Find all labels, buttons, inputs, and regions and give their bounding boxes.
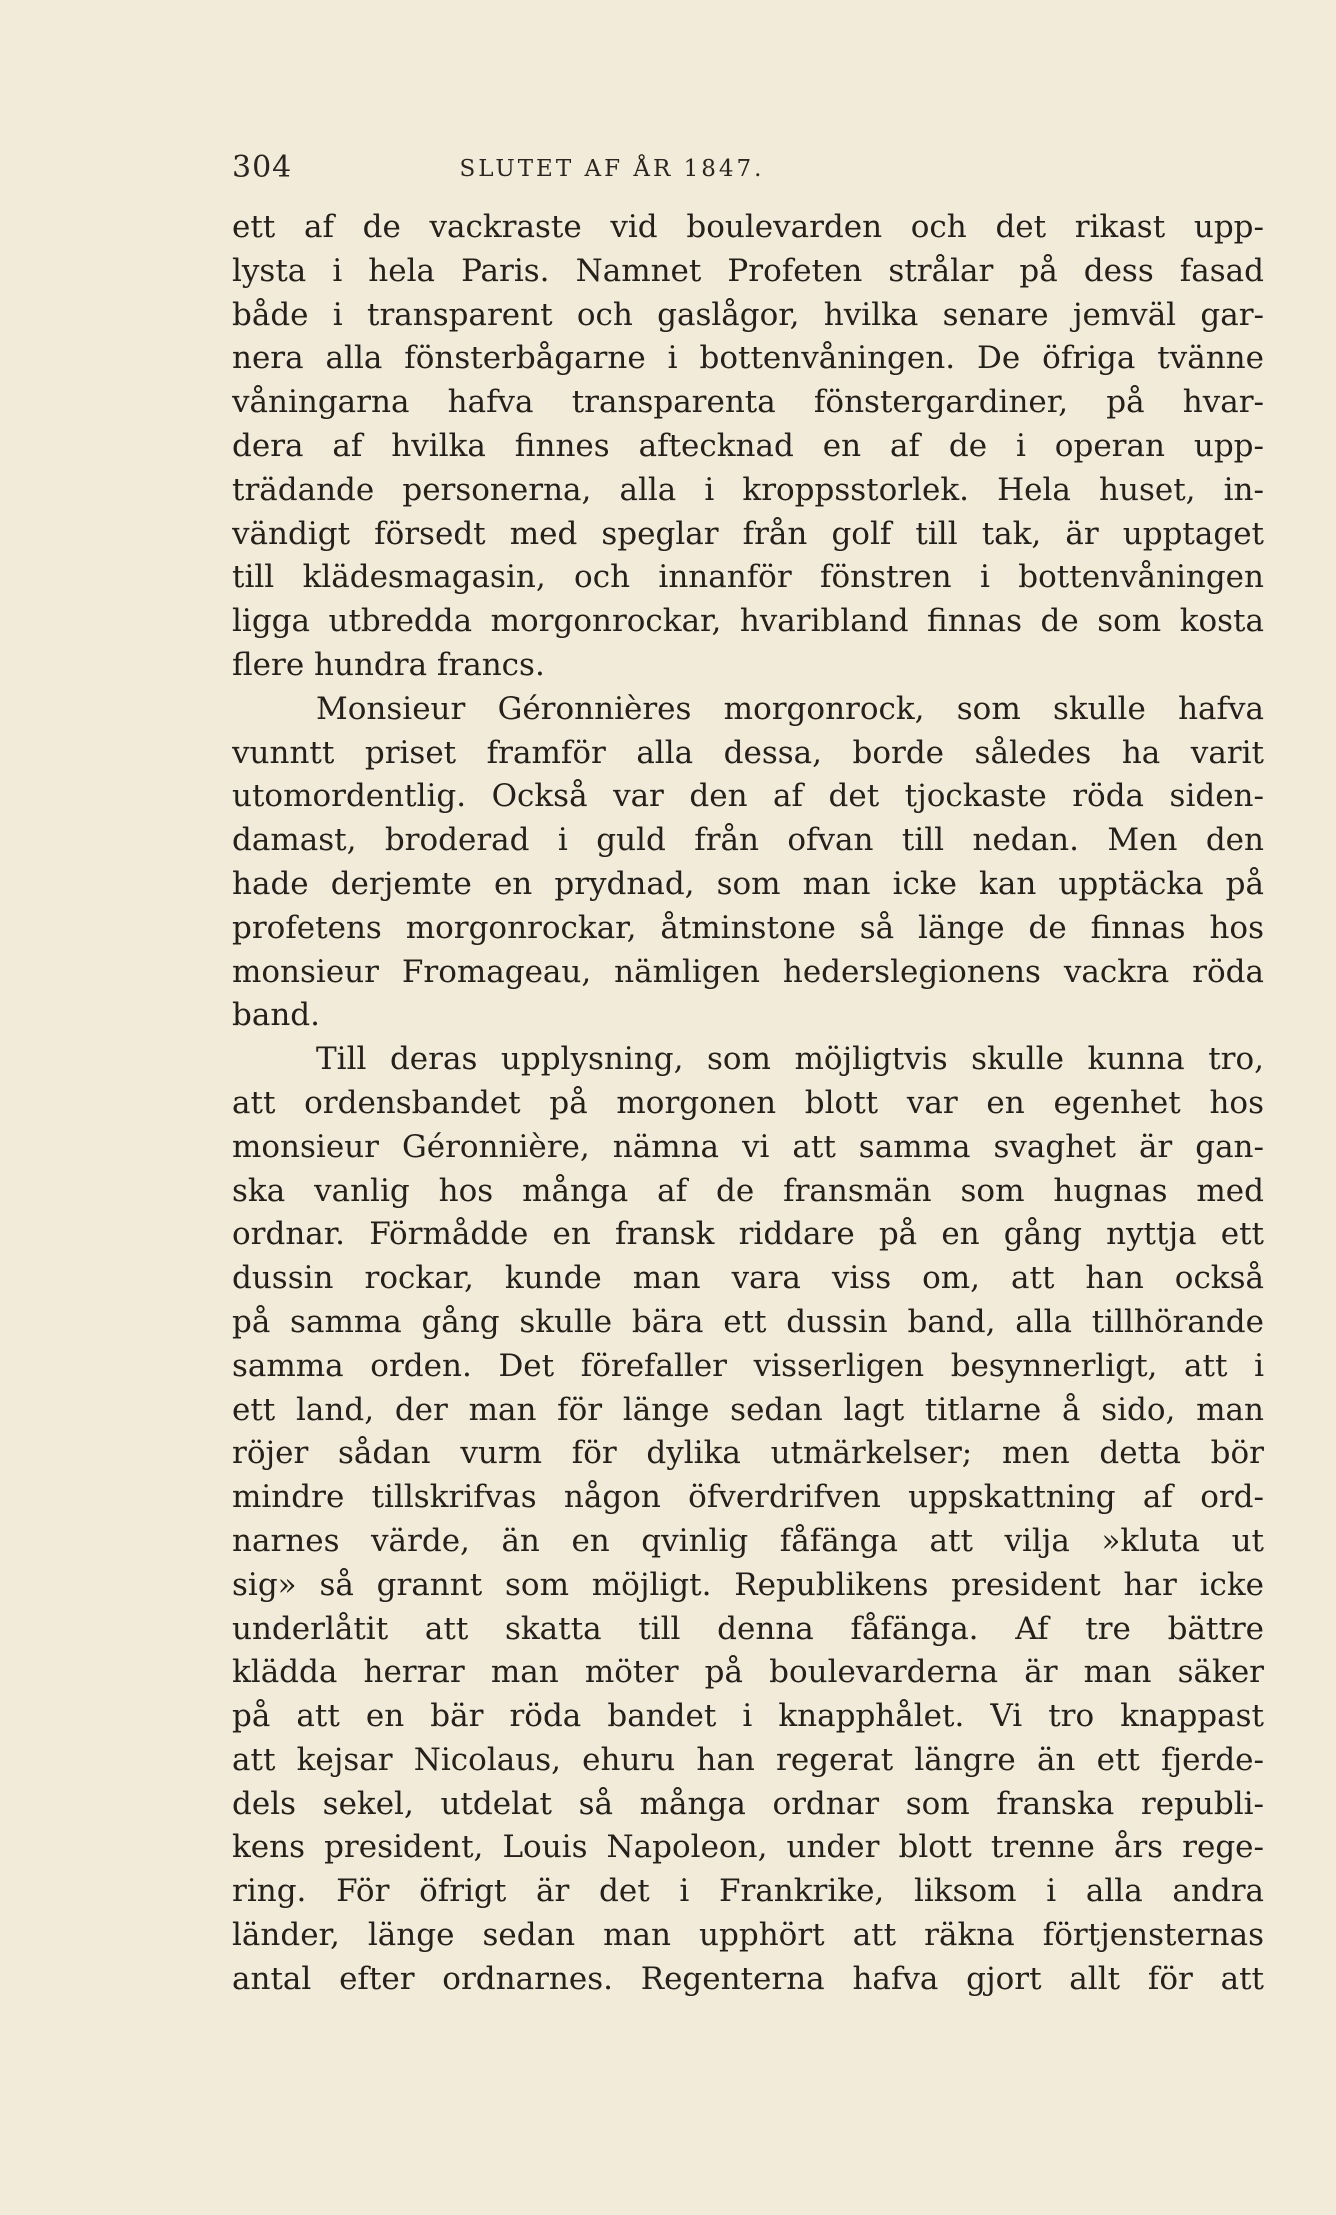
page-number: 304 (232, 150, 293, 185)
page-header (232, 150, 992, 190)
text-line: klädda herrar man möter på boulevarderna är man säker (232, 1654, 1264, 1691)
text-line: kens president, Louis Napoleon, under blott trenne års rege- (232, 1829, 1264, 1866)
text-line: dera af hvilka finnes afteсknad en af de i operan upp- (232, 427, 1264, 464)
text-line: våningarna hafva transparenta fönstergardiner, på hvar- (232, 384, 1264, 421)
text-line: att kejsar Nicolaus, ehuru han regerat längre än ett fjerde- (232, 1741, 1264, 1778)
text-line: trädande personerna, alla i kroppsstorlek. Hela huset, in- (232, 471, 1264, 508)
text-line: sig» så grannt som möjligt. Republikens president har icke (232, 1566, 1264, 1603)
body-text (232, 206, 1264, 2002)
text-line: narnes värde, än en qvinlig fåfänga att vilja »kluta ut (232, 1522, 1264, 1559)
text-line: samma orden. Det förefaller visserligen besynnerligt, att i (232, 1347, 1264, 1384)
text-line: på samma gång skulle bära ett dussin band, alla tillhörande (232, 1303, 1264, 1340)
text-line: lysta i hela Paris. Namnet Profeten strålar på dess fasad (232, 252, 1264, 289)
text-line: länder, länge sedan man upphört att räkna förtjensternas (232, 1917, 1264, 1954)
text-line: vunntt priset framför alla dessa, borde således ha varit (232, 734, 1264, 771)
text-line: monsieur Géronnière, nämna vi att samma svaghet är gan- (232, 1128, 1264, 1165)
text-line: profetens morgonrockar, åtminstone så länge de finnas hos (232, 909, 1264, 946)
text-line: ordnar. Förmådde en fransk riddare på en gång nyttja ett (232, 1216, 1264, 1253)
text-line: både i transparent och gaslågor, hvilka senare jemväl gar- (232, 296, 1264, 333)
text-line: monsieur Fromageau, nämligen hederslegionens vackra röda (232, 953, 1264, 990)
text-line: röjer sådan vurm för dylika utmärkelser; men detta bör (232, 1435, 1264, 1472)
text-line: att ordensbandet på morgonen blott var en egenhet hos (232, 1084, 1264, 1121)
text-line: Monsieur Géronnières morgonrock, som skulle hafva (316, 690, 1264, 727)
running-title: SLUTET AF ÅR 1847. (459, 156, 765, 182)
text-line: Till deras upplysning, som möjligtvis skulle kunna tro, (316, 1041, 1264, 1078)
text-line: mindre tillskrifvas någon öfverdrifven uppskattning af ord- (232, 1479, 1264, 1516)
text-line: ett land, der man för länge sedan lagt titlarne å sido, man (232, 1391, 1264, 1428)
text-line: ska vanlig hos många af de fransmän som hugnas med (232, 1172, 1264, 1209)
text-line: ligga utbredda morgonrockar, hvaribland finnas de som kosta (232, 603, 1264, 640)
text-line: till klädesmagasin, och innanför fönstren i bottenvåningen (232, 559, 1264, 596)
text-line: hade derjemte en prydnad, som man icke kan upptäcka på (232, 865, 1264, 902)
text-line: dels sekel, utdelat så många ordnar som franska republi- (232, 1785, 1264, 1822)
text-line: underlåtit att skatta till denna fåfänga. Af tre bättre (232, 1610, 1264, 1647)
text-line: band. (232, 997, 320, 1034)
text-line: ett af de vackraste vid boulevarden och det rikast upp- (232, 209, 1264, 245)
text-line: nera alla fönsterbågarne i bottenvåningen. De öfriga tvänne (232, 340, 1264, 377)
text-line: på att en bär röda bandet i knapphålet. Vi tro knappast (232, 1698, 1264, 1735)
text-line: flere hundra francs. (232, 646, 545, 683)
text-line: utomordentlig. Också var den af det tjockaste röda siden- (232, 778, 1264, 815)
text-line: vändigt försedt med speglar från golf till tak, är upptaget (232, 515, 1264, 552)
text-line: ring. För öfrigt är det i Frankrike, liksom i alla andra (232, 1873, 1264, 1910)
text-line: damast, broderad i guld från ofvan till nedan. Men den (232, 822, 1264, 859)
text-line: dussin rockar, kunde man vara viss om, att han också (232, 1260, 1264, 1297)
text-line: antal efter ordnarnes. Regenterna hafva gjort allt för att (232, 1960, 1264, 1997)
